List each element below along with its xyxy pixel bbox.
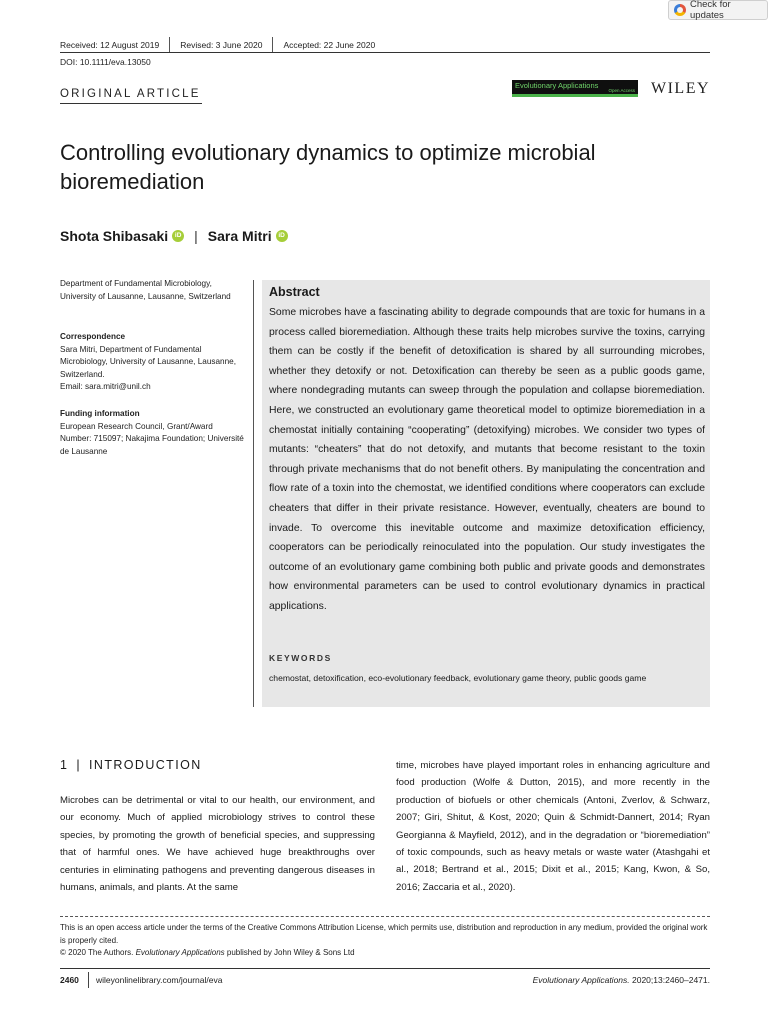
- section-heading-introduction: [60, 758, 202, 772]
- check-for-updates-label: Check for updates: [690, 0, 731, 21]
- journal-logo-subtext: Open Access: [608, 88, 635, 93]
- footer-rule: [60, 968, 710, 969]
- article-type-underline: [60, 103, 202, 104]
- check-for-updates-button[interactable]: [668, 0, 768, 20]
- citation-journal: Evolutionary Applications.: [532, 975, 630, 985]
- footnote-divider: [60, 916, 710, 917]
- orcid-icon[interactable]: iD: [276, 230, 288, 242]
- introduction-paragraph-right: time, microbes have played important roles in enhancing agriculture and food production (Wolfe & Dutton, 2015), and more recently in the production of biofuels or other chemicals (Antoni, Zverlov, & Schwarz, 2007; Giri, Shitut, & Kost, 2020; Quin & Schmidt-Dannert, 2014; Ryan Georgianna & Mayfield, 2012), and in the degradation or “bioremediation” of toxic compounds, such as heavy metals or waste water (Atashgahi et al., 2018; Bertrand et al., 2015; Dixit et al., 2015; Kang, Kwon, & So, 2016; Zaccaria et al., 2020).: [396, 760, 710, 893]
- publication-dates: [60, 37, 375, 53]
- keywords-list: chemostat, detoxification, eco-evolutionary feedback, evolutionary game theory, public goods game: [269, 673, 647, 683]
- correspondence-email[interactable]: Email: sara.mitri@unil.ch: [60, 382, 151, 391]
- page-number: 2460: [60, 975, 79, 985]
- section-number: 1: [60, 758, 69, 772]
- funding-information: [60, 408, 245, 458]
- article-title: Controlling evolutionary dynamics to optimize microbial bioremediation: [60, 140, 596, 194]
- citation: [460, 975, 710, 985]
- crossmark-icon: [674, 4, 686, 16]
- copyright-line: [60, 947, 710, 960]
- funding-text: European Research Council, Grant/Award Number: 715097; Nakajima Foundation; Université de Lausanne: [60, 421, 244, 456]
- affiliation: Department of Fundamental Microbiology, University of Lausanne, Lausanne, Switzerland: [60, 279, 231, 301]
- license-text: This is an open access article under the terms of the Creative Commons Attribution License, which permits use, distribution and reproduction in any medium, provided the original work is properly cited.: [60, 923, 708, 945]
- abstract-heading: Abstract: [269, 285, 320, 299]
- journal-logo-text: Evolutionary Applications: [515, 81, 599, 90]
- keywords-heading: KEYWORDS: [269, 653, 332, 663]
- abstract-divider: [253, 280, 254, 707]
- author-name[interactable]: Sara Mitri: [207, 228, 272, 244]
- doi[interactable]: DOI: 10.1111/eva.13050: [60, 57, 151, 67]
- journal-url-link[interactable]: wileyonlinelibrary.com/journal/eva: [96, 975, 223, 985]
- journal-logo[interactable]: [512, 80, 638, 97]
- license-note: [60, 922, 710, 960]
- revised-date: Revised: 3 June 2020: [180, 40, 263, 50]
- author-list: [60, 228, 288, 244]
- section-separator: |: [76, 758, 82, 772]
- introduction-paragraph-left: Microbes can be detrimental or vital to our health, our environment, and our economy. Much of applied microbiology strives to control these species, by promoting the growth of beneficial species, and suppressing that of harmful ones. We have achieved huge breakthroughs over centuries in eliminating pathogens and preventing dangerous diseases in humans, animals, and plants. At the same: [60, 795, 375, 894]
- date-divider: [169, 37, 170, 53]
- date-divider: [272, 37, 273, 53]
- citation-detail: 2020;13:2460–2471.: [629, 975, 710, 985]
- publisher-logo: WILEY: [651, 80, 711, 97]
- header-rule: [60, 52, 710, 53]
- copyright-journal: Evolutionary Applications: [135, 948, 225, 957]
- funding-heading: Funding information: [60, 409, 140, 418]
- received-date: Received: 12 August 2019: [60, 40, 160, 50]
- correspondence-text: Sara Mitri, Department of Fundamental Microbiology, University of Lausanne, Lausanne, Switzerland.: [60, 344, 236, 379]
- article-type: ORIGINAL ARTICLE: [60, 88, 201, 100]
- correspondence: [60, 331, 245, 394]
- copyright-prefix: © 2020 The Authors.: [60, 948, 136, 957]
- copyright-suffix: published by John Wiley & Sons Ltd: [224, 948, 355, 957]
- footer-divider: [88, 972, 89, 988]
- author-separator: |: [194, 228, 198, 244]
- accepted-date: Accepted: 22 June 2020: [283, 40, 376, 50]
- orcid-icon[interactable]: iD: [172, 230, 184, 242]
- author-name[interactable]: Shota Shibasaki: [60, 228, 169, 244]
- section-title: INTRODUCTION: [89, 758, 202, 772]
- abstract-text: Some microbes have a fascinating ability to degrade compounds that are toxic for humans in a process called bioremediation. Although these traits help microbes survive the toxins, carrying them can be costly if the benefit of detoxification is shared by all surrounding microbes, whether they detoxify or not. Detoxification can thereby be seen as a public goods game, where nondegrading mutants can sweep through the population and collapse bioremediation. Here, we constructed an evolutionary game theoretical model to optimize bioremediation in a chemostat initially containing “cooperating” (detoxifying) microbes. We consider two types of mutants: “cheaters” that do not detoxify, and mutants that become resistant to the toxin through private mechanisms that do not benefit others. By manipulating the concentration and flow rate of a toxin into the chemostat, we identified conditions where cooperators can exclude cheaters that differ in their private resistance. However, eventually, cheaters are bound to invade. To overcome this inevitable outcome and maximize detoxification efficiency, cooperators can be periodically reinoculated into the population. Our study investigates the outcome of an evolutionary game combining both public and private goods and demonstrates how environmental parameters can be used to control evolutionary dynamics in practical applications.: [269, 307, 705, 612]
- correspondence-heading: Correspondence: [60, 332, 126, 341]
